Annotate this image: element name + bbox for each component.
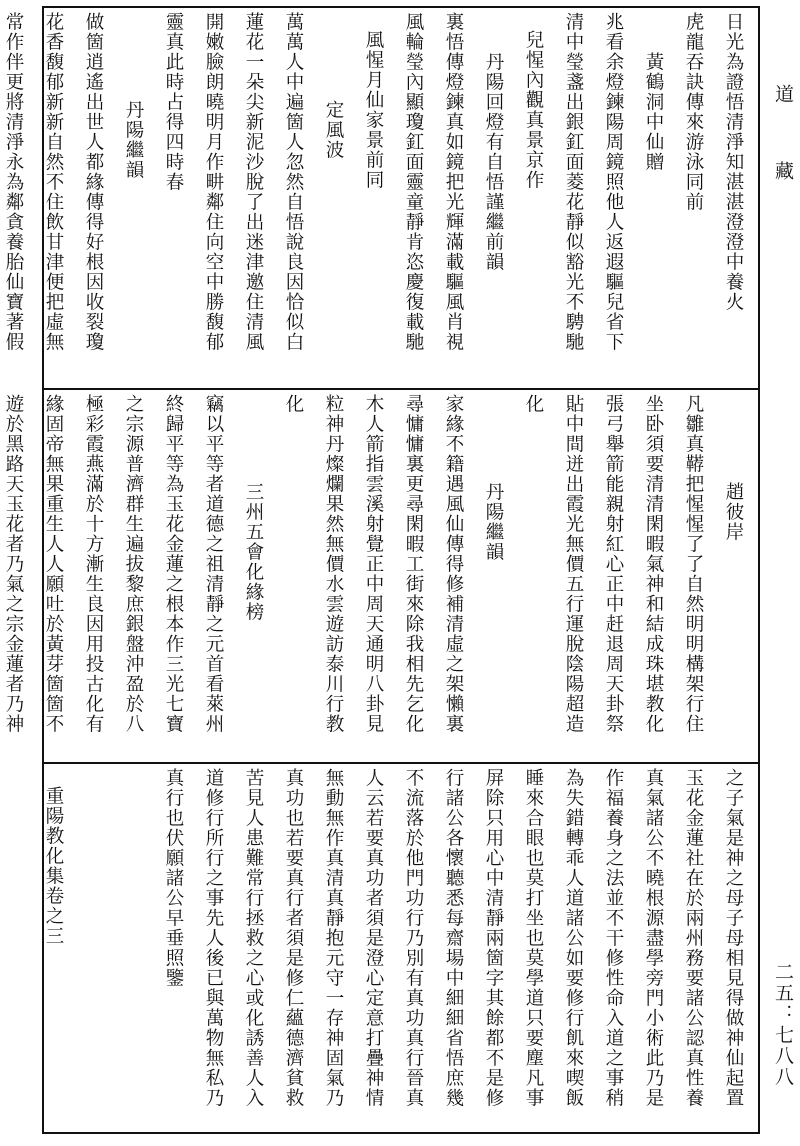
text-column: 之宗源普濟群生遍拔黎庶銀盤沖盈於八: [123, 394, 144, 734]
text-column: 不流落於他門功行乃別有真功真行晉真: [403, 768, 424, 1108]
right-margin: [768, 0, 800, 1143]
text-column: 丹陽繼韻: [483, 482, 504, 562]
text-column: 虎龍吞訣傳來游泳同前: [683, 12, 704, 212]
text-column: 萬萬人中遍箇人忽然自悟說良因恰似白: [283, 12, 304, 352]
text-column: 屏除只用心中清靜兩箇字其餘都不是修: [483, 768, 504, 1108]
text-column: 常作伴更將清淨永為鄰貪養胎仙寶著假: [3, 12, 24, 352]
text-column: 兒惺內觀真景京作: [523, 30, 544, 190]
text-column: 道修行所行之事先人後已與萬物無私乃: [203, 768, 224, 1108]
text-column: 趙彼岸: [723, 482, 744, 542]
text-column: 風惺月仙家景前同: [363, 30, 384, 190]
text-column: 緣固帝無果重生人人願吐於黃芽箇箇不: [43, 394, 64, 734]
text-column: 竊以平等者道德之祖清靜之元首看萊州: [203, 394, 224, 734]
text-column: 靈真此時占得四時春: [163, 12, 184, 192]
text-column: 家緣不籍遇風仙傳得修補清虛之架懶裏: [443, 394, 464, 734]
column-group-lower: [36, 768, 750, 1128]
text-column: 之子氣是神之母子母相見得做神仙起置: [723, 768, 744, 1108]
text-column: 丹陽繼韻: [123, 100, 144, 180]
text-column: 行諸公各懷聽悉每齋場中細細省悟庶幾: [443, 768, 464, 1108]
text-column: 人云若要真功者須是澄心定意打疊神情: [363, 768, 384, 1108]
text-column: 真功也若要真行者須是修仁蘊德濟貧救: [283, 768, 304, 1108]
text-column: 丹陽回燈有自悟謹繼前韻: [483, 52, 504, 272]
text-column: 無動無作真清真靜抱元守一存神固氣乃: [323, 768, 344, 1108]
text-column: 真行也伏願諸公早垂照鑒: [163, 768, 184, 988]
text-column: 三州五會化緣榜: [243, 482, 264, 622]
text-column: 作福養身之法並不干修性命入道之事稍: [603, 768, 624, 1108]
text-column: 兆看余燈鍊陽周鏡照他人返遐驅兒省下: [603, 12, 624, 352]
text-column: 坐卧須要清清閑暇氣神和結成珠堪教化: [643, 394, 664, 734]
page-frame: [3, 6, 760, 1134]
text-column: 定風波: [323, 100, 344, 160]
text-column: 遊於黑路天玉花者乃氣之宗金蓮者乃神: [3, 394, 24, 734]
text-column: 粒神丹燦爛果然無價水雲遊訪泰川行教: [323, 394, 344, 734]
collection-title: 道藏: [772, 84, 794, 238]
text-column: 苦見人患難常行拯救之心或化誘善人入: [243, 768, 264, 1108]
text-column: 貼中間迸出霞光無價五行運脫陰陽超造: [563, 394, 584, 734]
text-band-upper: [3, 8, 758, 388]
text-column: 裏悟傳燈鍊真如鏡把光輝滿載驅風肖視: [443, 12, 464, 352]
text-column: [116, 768, 150, 1128]
text-column: [76, 768, 110, 1128]
text-column: 木人箭指雲溪射覺正中周天通明八卦見: [363, 394, 384, 734]
text-band-lower: [44, 764, 758, 1132]
text-column: 凡雛真鞯把惺惺了了自然明明構架行住: [683, 394, 704, 734]
text-column: 花香馥郁新新自然不住飲甘津便把虛無: [43, 12, 64, 352]
text-column: 化: [523, 394, 544, 414]
text-column: 重陽教化集卷之三: [43, 786, 64, 946]
text-column: 清中瑩盞出銀釭面菱花靜似豁光不騁馳: [563, 12, 584, 352]
text-column: 做箇逍遙出世人都緣傳得好根因收裂瓊: [83, 12, 104, 352]
text-column: 終歸平等為玉花金蓮之根本作三光七寶: [163, 394, 184, 734]
text-column: 開嫩臉朗曉明月作畊鄰住向空中勝馥郁: [203, 12, 224, 352]
text-band-middle: [3, 390, 758, 762]
text-column: 玉花金蓮社在於兩州務要諸公認真性養: [683, 768, 704, 1108]
text-column: 風輪瑩內顯瓊釭面靈童靜肯恣慶復載馳: [403, 12, 424, 352]
text-column: 極彩霞燕滿於十方漸生良因用投古化有: [83, 394, 104, 734]
column-group-middle: [0, 394, 750, 758]
text-column: 張弓舉箭能親射紅心正中赶退周天卦祭: [603, 394, 624, 734]
text-column: 真氣諸公不曉根源盡學旁門小術此乃是: [643, 768, 664, 1108]
text-column: 化: [283, 394, 304, 414]
text-column: 蓮花一朵尖新泥沙脫了出迷津邀住清風: [243, 12, 264, 352]
text-column: 尋慵慵裏更尋閑暇工街來除我相先乞化: [403, 394, 424, 734]
text-column: 為失錯轉乖人道諸公如要修行飢來喫飯: [563, 768, 584, 1108]
text-column: 黃鶴洞中仙贈: [643, 52, 664, 172]
text-column: 睡來合眼也莫打坐也莫學道只要塵凡事: [523, 768, 544, 1108]
page-number: 二五：七八八: [772, 962, 794, 1088]
column-group-upper: [0, 12, 750, 384]
text-column: 日光為證悟清淨知湛湛澄澄中養火: [723, 12, 744, 312]
